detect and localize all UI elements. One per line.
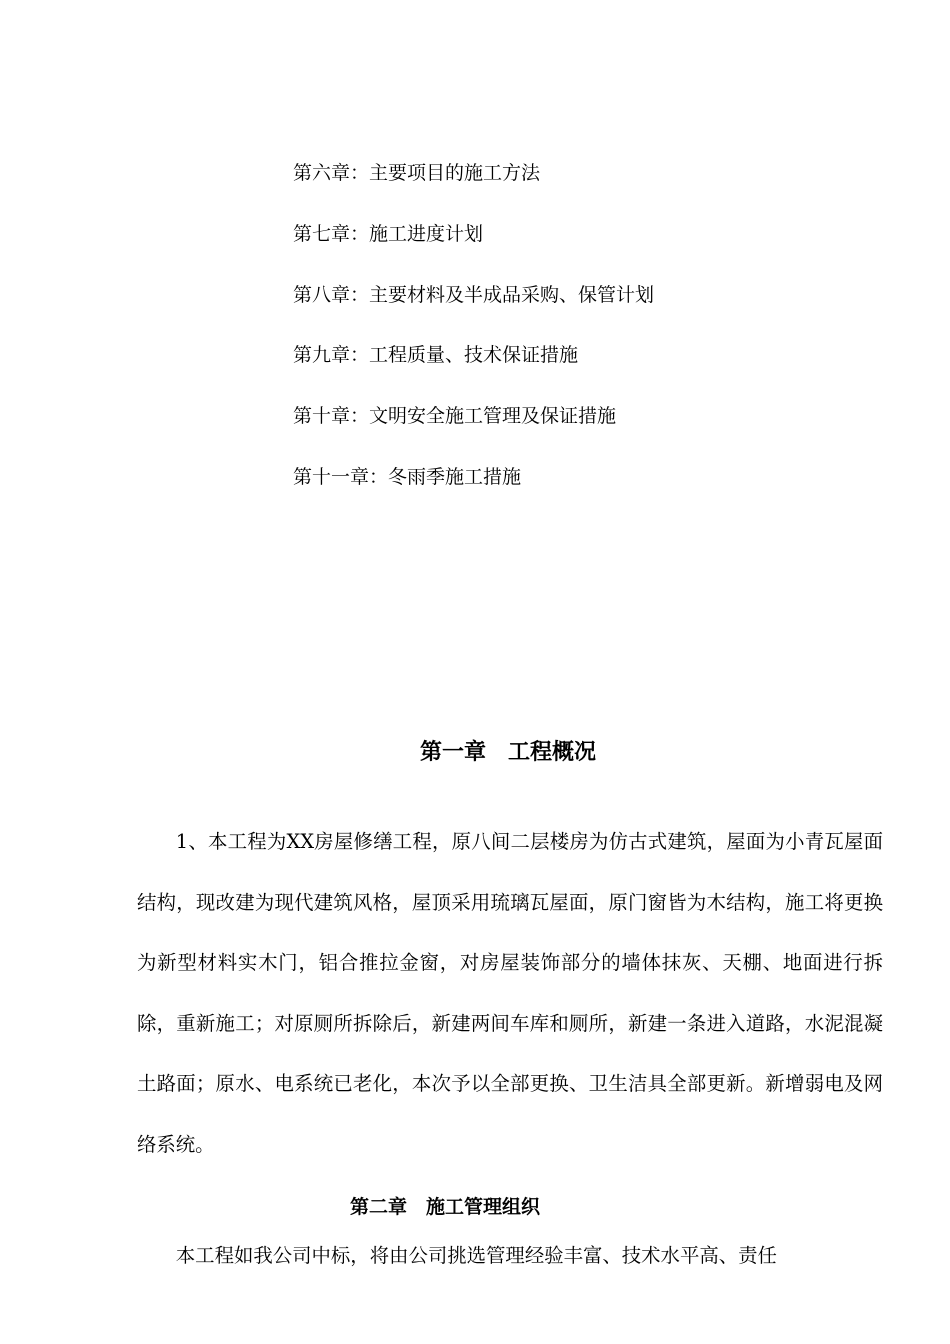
chapter-1-heading: 第一章 工程概况 [419,739,596,765]
chapter-2-heading: 第二章 施工管理组织 [349,1196,540,1218]
toc-item-chapter-11: 第十一章：冬雨季施工措施 [293,465,522,488]
toc-item-chapter-9: 第九章：工程质量、技术保证措施 [293,344,579,367]
toc-item-chapter-8: 第八章：主要材料及半成品采购、保管计划 [293,283,655,306]
chapter-2-paragraph: 本工程如我公司中标，将由公司挑选管理经验丰富、技术水平高、责任 [175,1244,777,1267]
toc-item-chapter-10: 第十章：文明安全施工管理及保证措施 [293,405,617,428]
toc-item-chapter-6: 第六章：主要项目的施工方法 [293,162,541,184]
toc-item-chapter-7: 第七章：施工进度计划 [293,222,484,245]
table-of-contents [293,156,853,521]
chapter-1-paragraph: 1、本工程为XX房屋修缮工程，原八间二层楼房为仿古式建筑，屋面为小青瓦屋面结构，现改建为现代建筑风格，屋顶采用琉璃瓦屋面，原门窗皆为木结构，施工将更换为新型材料实木门，铝合推拉金窗，对房屋装饰部分的墙体抹灰、天棚、地面进行拆除，重新施工；对原厕所拆除后，新建两间车库和厕所，新建一条进入道路，水泥混凝土路面；原水、电系统已老化，本次予以全部更换、卫生洁具全部更新。新增弱电及网络系统。 [137,830,883,1156]
